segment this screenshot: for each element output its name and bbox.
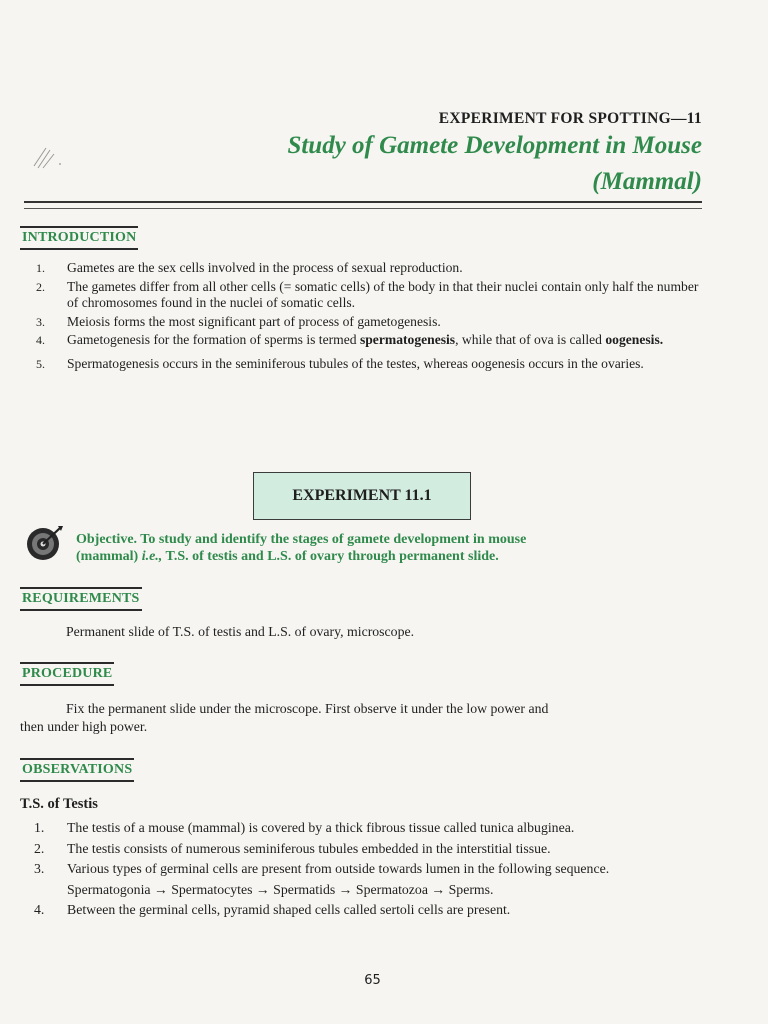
list-text-part: Gametogenesis for the formation of sperms is termed <box>67 332 360 347</box>
observations-list <box>24 818 700 921</box>
objective-text <box>76 531 701 565</box>
list-number: 5. <box>36 356 45 371</box>
spermatogenesis-sequence: Spermatogonia → Spermatocytes → Spermatids → Spermatozoa → Sperms. <box>67 881 494 897</box>
observations-subheading: T.S. of Testis <box>20 796 98 812</box>
list-item <box>24 260 700 277</box>
page-number: 65 <box>364 973 381 988</box>
objective-line-1: Objective. To study and identify the stages of gamete development in mouse <box>76 532 527 547</box>
procedure-text <box>20 700 702 736</box>
corner-scribble-icon <box>30 140 64 174</box>
observations-heading: OBSERVATIONS <box>20 758 134 782</box>
procedure-line-2: then under high power. <box>20 719 148 734</box>
page-title-line-1: Study of Gamete Development in Mouse <box>287 132 702 159</box>
objective-line-2 <box>76 548 701 565</box>
list-number: 2. <box>36 279 45 294</box>
list-text: The testis consists of numerous seminiferous tubules embedded in the interstitial tissue. <box>67 840 551 856</box>
list-number: 4. <box>34 902 45 917</box>
list-number: 4. <box>36 333 45 347</box>
experiment-header-label: EXPERIMENT FOR SPOTTING—11 <box>438 110 702 127</box>
list-item <box>24 356 700 373</box>
procedure-line-1: Fix the permanent slide under the microscope. First observe it under the low power and <box>66 701 549 716</box>
list-text: Gametes are the sex cells involved in the process of sexual reproduction. <box>67 260 463 275</box>
page-title <box>82 128 702 200</box>
list-number: 3. <box>36 314 45 329</box>
requirements-text: Permanent slide of T.S. of testis and L.S. of ovary, microscope. <box>66 624 415 639</box>
procedure-heading: PROCEDURE <box>20 662 114 686</box>
objective-part: (mammal) <box>76 549 142 564</box>
experiment-number-box: EXPERIMENT 11.1 <box>253 472 471 520</box>
list-item <box>24 279 700 312</box>
list-item <box>24 839 700 860</box>
list-text: Various types of germinal cells are present from outside towards lumen in the following sequence. <box>67 861 610 876</box>
introduction-heading: INTRODUCTION <box>20 226 138 250</box>
list-number: 1. <box>34 820 45 835</box>
term-spermatogenesis: spermatogenesis <box>359 332 456 347</box>
list-text: Meiosis forms the most significant part of process of gametogenesis. <box>67 313 441 329</box>
list-item <box>24 314 700 331</box>
objective-ie: i.e., <box>141 549 163 564</box>
list-item <box>24 900 700 921</box>
list-text-part: , while that of ova is called <box>455 332 606 347</box>
list-item <box>24 859 700 900</box>
list-item <box>24 818 700 839</box>
objective-part: T.S. of testis and L.S. of ovary through permanent slide. <box>162 549 499 564</box>
term-oogenesis: oogenesis. <box>605 332 664 347</box>
title-divider <box>24 201 702 209</box>
list-number: 1. <box>36 261 45 275</box>
list-number: 3. <box>34 861 45 876</box>
list-item <box>24 332 700 349</box>
requirements-heading: REQUIREMENTS <box>20 587 142 611</box>
page-title-line-2: (Mammal) <box>592 168 702 195</box>
list-text: The gametes differ from all other cells (= somatic cells) of the body in that their nuclei contain only half the number of chromosomes found in the nuclei of somatic cells. <box>67 278 699 310</box>
list-text <box>67 332 663 347</box>
list-text: The testis of a mouse (mammal) is covered by a thick fibrous tissue called tunica albuginea. <box>67 820 575 835</box>
list-number: 2. <box>34 840 45 856</box>
dart-hitting-target-icon <box>22 522 64 564</box>
list-text: Spermatogenesis occurs in the seminiferous tubules of the testes, whereas oogenesis occurs in the ovaries. <box>67 355 644 371</box>
introduction-list <box>24 260 700 372</box>
list-text: Between the germinal cells, pyramid shaped cells called sertoli cells are present. <box>67 902 511 917</box>
